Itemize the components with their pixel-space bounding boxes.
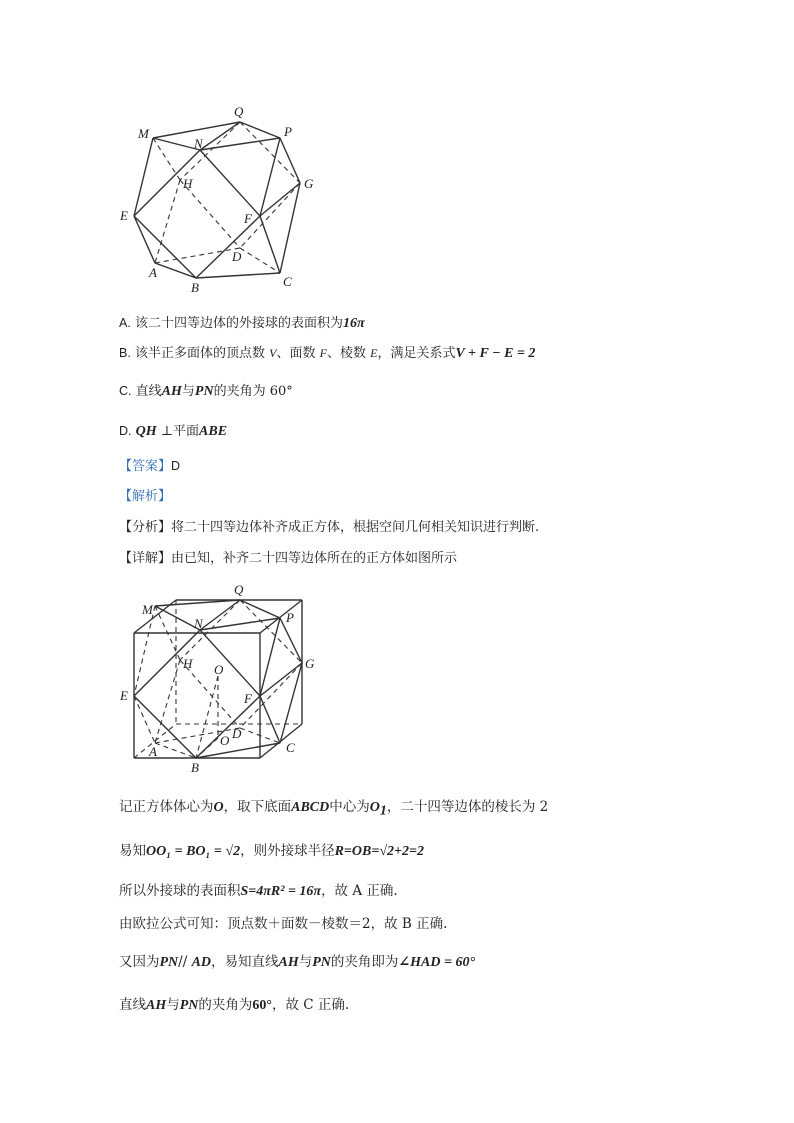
label-D: D — [232, 726, 242, 741]
label-Q: Q — [234, 582, 244, 597]
label-F: F — [244, 211, 252, 226]
option-c: C. 直线AH与PN的夹角为 60° — [119, 384, 293, 399]
label-B: B — [191, 760, 199, 775]
label-P: P — [284, 124, 292, 139]
para-6: 直线AH与PN的夹角为60°，故 C 正确. — [119, 997, 350, 1013]
para-2: 易知OO₁ = BO₁ = √2，则外接球半径R=OB=√2+2=2 — [119, 843, 424, 859]
label-G: G — [305, 656, 315, 671]
label-M: M — [138, 126, 149, 141]
para-1: 记正方体体心为O，取下底面ABCD中心为$O_1$，二十四等边体的棱长为 2 — [119, 799, 549, 819]
figure-polyhedron — [110, 98, 340, 302]
label-C: C — [286, 740, 295, 755]
label-M: M — [142, 602, 153, 617]
polyhedron-diagram — [110, 98, 340, 298]
label-N: N — [194, 616, 203, 631]
label-G: G — [304, 176, 314, 191]
answer: 【答案】D — [119, 459, 181, 474]
cube-diagram — [110, 578, 340, 778]
option-b: B. 该半正多面体的顶点数 V、面数 F、棱数 E，满足关系式V + F − E = 2 — [119, 346, 536, 361]
option-a: A. 该二十四等边体的外接球的表面积为16π — [119, 316, 365, 331]
para-3: 所以外接球的表面积S=4πR² = 16π，故 A 正确. — [119, 883, 398, 899]
label-D: D — [232, 249, 242, 264]
label-A: A — [149, 744, 157, 759]
label-N: N — [194, 136, 203, 151]
figure-cube — [110, 578, 340, 782]
label-C: C — [283, 274, 292, 289]
para-5: 又因为PN// AD，易知直线AH与PN的夹角即为∠HAD = 60° — [119, 954, 476, 970]
option-d: D. QH ⊥平面ABE — [119, 424, 228, 439]
label-B: B — [191, 280, 199, 295]
label-H: H — [183, 656, 193, 671]
label-O: O — [214, 662, 224, 677]
label-Q: Q — [234, 104, 244, 119]
para-4: 由欧拉公式可知：顶点数＋面数－棱数＝2，故 B 正确. — [119, 916, 448, 932]
analysis-heading: 【解析】 — [119, 489, 172, 504]
label-A: A — [149, 265, 157, 280]
analysis-summary: 【分析】将二十四等边体补齐成正方体，根据空间几何相关知识进行判断. — [119, 520, 540, 535]
label-H: H — [183, 176, 193, 191]
label-E: E — [120, 208, 128, 223]
label-P: P — [286, 610, 294, 625]
label-O1: O — [220, 733, 230, 748]
label-F: F — [244, 691, 252, 706]
detail-intro: 【详解】由已知，补齐二十四等边体所在的正方体如图所示 — [119, 551, 458, 566]
label-E: E — [120, 688, 128, 703]
